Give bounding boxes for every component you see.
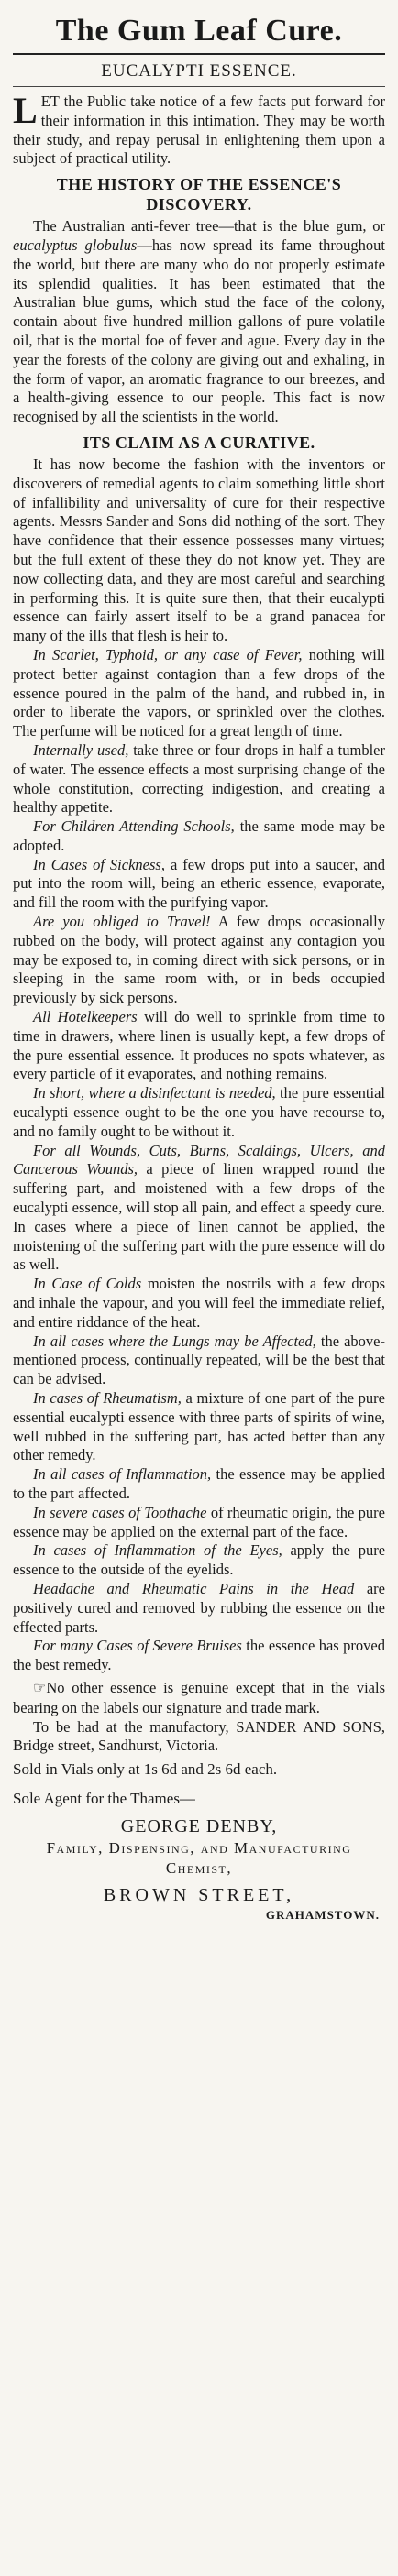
use-paragraph [13,913,385,1008]
uses-list [13,646,385,1675]
use-text: a piece of linen wrapped round the suffering part, and moistened with a few drops of the eucalypti essence, will stop all pain, and effect a speedy cure. In cases where a piece of linen cannot be applied, the moistening of the suffering part with the pure essence will do as well. [13,1160,385,1274]
use-lead: Are you obliged to Travel! [33,913,211,931]
intro-text: ET the Public take notice of a few facts put forward for their information in this intimation. They may be worth their study, and repay perusal in enlightening them upon a subject of practical utility. [13,93,385,168]
use-text: moisten the nostrils with a few drops and inhale the vapour, and you will feel the immediate relief, and entire riddance of the heat. [13,1275,386,1331]
genuine-notice [13,1679,385,1718]
use-text: a mixture of one part of the pure essential eucalypti essence with three parts of spirits of wine, well rubbed in the suffering part, has acted better than any other remedy. [13,1389,385,1464]
history-heading: THE HISTORY OF THE ESSENCE'S DISCOVERY. [56,175,342,214]
use-paragraph [13,1008,385,1084]
makers-notice: To be had at the manufactory, SANDER AND SONS, Bridge street, Sandhurst, Victoria. [13,1717,385,1755]
use-paragraph [13,741,385,817]
use-text: are positively cured and removed by rubbing the essence on the effected parts. [13,1579,386,1636]
use-text: take three or four drops in half a tumbler of water. The essence effects a most surprising change of the whole constitution, correcting indigestion, and creating a healthy appetite. [13,740,385,817]
use-text: nothing will protect better against contagion than a few drops of the essence poured in the palm of the hand, and rubbed in, in order to liberate the vapors, or sprinkled over the clothes. The perfume will be noticed for a great length of time. [13,645,386,740]
use-text: the same mode may be adopted. [13,817,386,854]
use-paragraph [13,1084,385,1141]
agent-street: BROWN STREET, [103,1885,295,1906]
intro-paragraph [13,90,385,169]
agent-town: GRAHAMSTOWN. [265,1908,380,1923]
use-lead: In severe cases of Toothache [33,1503,207,1521]
use-lead: For all Wounds, Cuts, Burns, Scaldings, Ulcers, and Cancerous Wounds, [13,1141,385,1178]
use-text: a few drops put into a saucer, and put into the room will, being an etheric essence, evaporate, and fill the room with the purifying vapor. [13,855,385,912]
use-lead: Headache and Rheumatic Pains in the Head [33,1579,355,1597]
title-rule [13,53,385,55]
use-paragraph [13,1465,385,1504]
use-paragraph [13,1142,385,1276]
history-text-italic: eucalyptus globulus [13,236,138,254]
use-text: will do well to sprinkle from time to time in drawers, where linen is usually kept, a few drops of the pure essential essence. It produces no spots whatever, as every particle of it evaporates, and nothing remains. [13,1008,385,1083]
use-text: the pure essential eucalypti essence ought to be the one you have recourse to, and no family ought to be without it. [13,1084,385,1140]
agent-name: GEORGE DENBY, [120,1816,278,1837]
use-text: the essence has proved the best remedy. [13,1637,385,1674]
use-paragraph [13,1637,385,1675]
use-paragraph [13,646,385,741]
subtitle: EUCALYPTI ESSENCE. [101,61,297,81]
use-paragraph [13,817,385,856]
use-paragraph [13,1580,385,1637]
history-text-a: The Australian anti-fever tree—that is the blue gum, or [33,217,385,236]
use-paragraph [13,1389,385,1465]
use-lead: All Hotelkeepers [33,1008,138,1026]
use-text: the above-mentioned process, continually repeated, will be the best that can be advised. [13,1332,385,1388]
claim-body: It has now become the fashion with the inventors or discoverers of remedial agents to claim something little short of infallibility and universality of cure for their respective agents. Messrs Sander and Sons did nothing of the sort. They have confidence that their essence possesses many virtues; but the full extent of these they do not know yet. They are now collecting data, and they are most careful and searching in performing this. It is quite sure then, that their eucalypti essence can fairly assert itself to be a grand panacea for many of the ills that flesh is heir to. [13,455,385,645]
pointing-hand-icon: ☞ [33,1680,47,1696]
price-line: Sold in Vials only at 1s 6d and 2s 6d each. [13,1760,278,1779]
use-lead: In short, where a disinfectant is needed, [33,1084,276,1102]
use-lead: In Case of Colds [33,1275,142,1293]
history-text-b: —has now spread its fame throughout the world, but there are many who do not properly estimate its splendid qualities. It has been estimated that the Australian blue gums, which stud the face of the colony, contain about five hundred million gallons of pure volatile oil, that is the mortal foe of fever and ague. Every day in the year the forests of the colony are giving out and exhaling, in the form of vapor, an aromatic fragrance to our breezes, and a health-giving essence to our people. This fact is now recognised by all the scientists in the world. [13,236,385,426]
agent-trade: Family, Dispensing, and Manufacturing Chemist, [46,1839,352,1878]
use-lead: For many Cases of Severe Bruises [33,1637,242,1655]
subtitle-rule [13,86,385,87]
use-paragraph [13,1275,385,1332]
use-text: of rheumatic origin, the pure essence may be applied on the external part of the face. [13,1503,385,1540]
use-text: A few drops occasionally rubbed on the body, will protect against any contagion you may be exposed to, in coming direct with sick persons, or in sleeping in the same room with, or in beds occupied previously by sick persons. [13,913,385,1007]
use-lead: In Scarlet, Typhoid, or any case of Fever, [33,645,303,663]
claim-heading: ITS CLAIM AS A CURATIVE. [83,433,315,452]
genuine-notice-text: No other essence is genuine except that in the vials bearing on the labels our signature and trade mark. [13,1678,385,1716]
use-lead: In cases of Inflammation of the Eyes, [33,1541,282,1560]
agent-line: Sole Agent for the Thames— [13,1790,195,1808]
use-text: the essence may be applied to the part affected. [13,1465,386,1502]
history-body [13,217,385,427]
use-paragraph [13,1541,385,1580]
page-title: The Gum Leaf Cure. [55,14,343,48]
use-paragraph [13,856,385,913]
use-lead: In Cases of Sickness, [33,855,165,873]
use-paragraph [13,1332,385,1389]
use-text: apply the pure essence to the outside of the eyelids. [13,1541,386,1579]
use-lead: In all cases of Inflammation, [33,1465,212,1484]
use-paragraph [13,1504,385,1542]
use-lead: In cases of Rheumatism, [33,1389,182,1407]
use-lead: For Children Attending Schools, [33,817,235,836]
use-lead: Internally used, [33,740,129,759]
drop-cap: L [13,90,38,131]
use-lead: In all cases where the Lungs may be Affected, [33,1332,316,1350]
